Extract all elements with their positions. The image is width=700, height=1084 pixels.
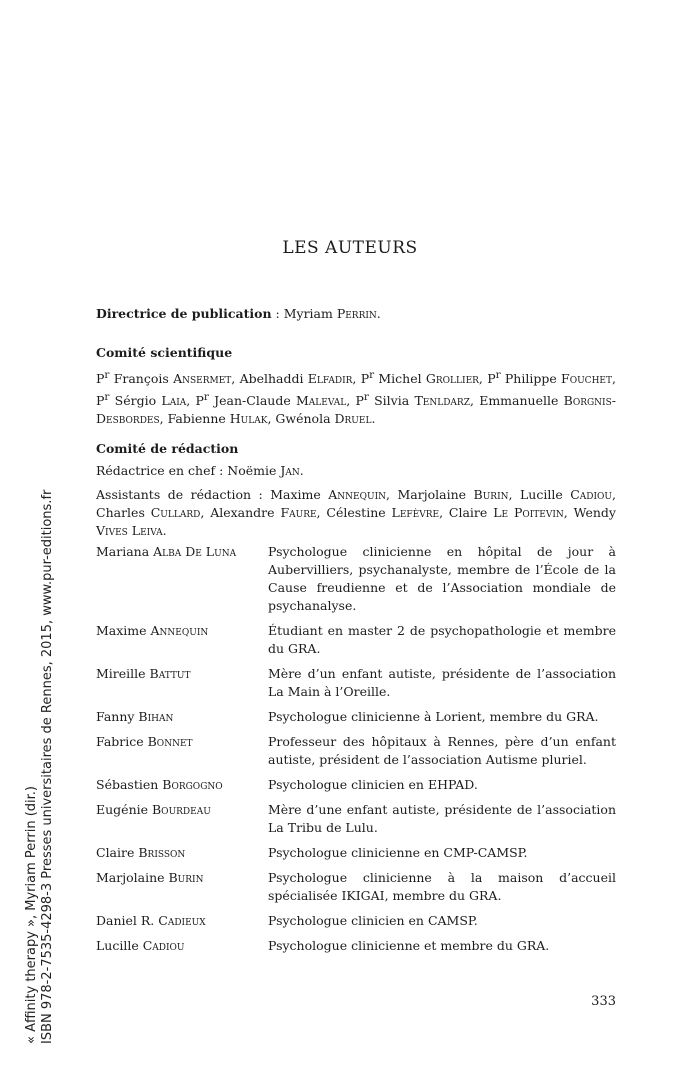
member-last-name: Druel <box>334 411 372 427</box>
author-first-name: Claire <box>96 845 139 860</box>
side-credit-line-2: ISBN 978-2-7535-4298-3 Presses universitaires de Rennes, 2015, www.pur-editions.fr <box>40 489 55 1044</box>
committee-member <box>168 411 276 426</box>
member-title-sup: r <box>363 391 369 404</box>
author-row <box>96 776 616 794</box>
page-title: LES AUTEURS <box>282 238 418 258</box>
author-first-name: Marjolaine <box>96 870 169 885</box>
author-description: Psychologue clinicien en CAMSP. <box>268 913 478 928</box>
committee-member <box>487 371 616 386</box>
assistant-last-name: Burin <box>473 487 509 502</box>
author-first-name: Mariana <box>96 544 154 559</box>
editor-in-chief-label: Rédactrice en chef : <box>96 463 228 478</box>
member-last-name: Hulak <box>229 411 268 427</box>
editorial-committee-heading: Comité de rédaction <box>96 441 239 456</box>
author-description: Mère d’une enfant autiste, présidente de l’association La Tribu de Lulu. <box>268 802 616 835</box>
author-last-name: Cadieux <box>158 913 206 928</box>
assistant <box>449 505 574 520</box>
author-description: Psychologue clinicienne à Lorient, membre du GRA. <box>268 709 599 724</box>
author-name <box>96 733 268 751</box>
assistant-last-name: Le Poitevin <box>493 505 564 520</box>
authors-list <box>96 543 616 955</box>
author-name <box>96 708 268 726</box>
assistant-last-name: Lefèvre <box>391 505 440 520</box>
member-separator: . <box>371 411 376 427</box>
author-last-name: Battut <box>149 666 191 681</box>
member-separator: , <box>346 393 356 409</box>
directrice-label: Directrice de publication <box>96 306 272 321</box>
member-last-name: Elfadir <box>307 371 353 387</box>
author-name <box>96 844 268 862</box>
assistant <box>270 487 397 502</box>
assistant-separator: . <box>162 523 167 538</box>
author-last-name: Cadiou <box>142 938 185 953</box>
assistant-last-name: Vives Leiva <box>96 523 163 538</box>
page-number: 333 <box>591 994 616 1009</box>
member-first-name: Michel <box>374 371 426 387</box>
author-name <box>96 622 268 640</box>
assistant-separator: , <box>563 505 574 520</box>
assistant-first-name: Marjolaine <box>397 487 474 502</box>
author-first-name: Eugénie <box>96 802 152 817</box>
author-first-name: Sébastien <box>96 777 163 792</box>
author-row <box>96 622 616 658</box>
assistant-separator: , <box>612 487 616 502</box>
author-last-name: Bonnet <box>147 734 193 749</box>
author-row <box>96 801 616 837</box>
author-last-name: Borgogno <box>162 777 223 792</box>
author-description: Psychologue clinicienne et membre du GRA. <box>268 938 550 953</box>
author-name <box>96 776 268 794</box>
author-row <box>96 869 616 905</box>
member-title-sup: r <box>495 369 501 381</box>
member-last-name: Ansermet <box>173 371 232 387</box>
assistant-separator: , <box>508 487 520 502</box>
author-first-name: Daniel R. <box>96 913 159 928</box>
editor-in-chief-end: . <box>299 463 304 478</box>
committee-member <box>96 393 195 408</box>
assistant-first-name: Wendy <box>573 505 616 520</box>
member-title: P <box>96 371 105 387</box>
committee-member <box>195 393 355 408</box>
assistant <box>326 505 449 520</box>
author-name <box>96 912 268 930</box>
member-separator: , <box>352 371 361 387</box>
author-description: Mère d’un enfant autiste, présidente de l’association La Main à l’Oreille. <box>268 666 616 699</box>
author-name <box>96 801 268 819</box>
author-last-name: Bourdeau <box>152 802 211 817</box>
member-separator: , <box>478 371 488 387</box>
assistant-separator: , <box>200 505 211 520</box>
member-title: P <box>355 393 364 409</box>
member-first-name: Sérgio <box>109 393 162 409</box>
assistant-last-name: Cullard <box>150 505 201 520</box>
assistant-first-name: Maxime <box>270 487 329 502</box>
author-row <box>96 937 616 955</box>
member-last-name: Borgnis-Desbordes <box>96 393 616 427</box>
author-row <box>96 665 616 701</box>
member-first-name: Jean-Claude <box>208 393 296 409</box>
assistant-last-name: Faure <box>280 505 317 520</box>
author-last-name: Bihan <box>138 709 174 724</box>
editorial-assistants <box>96 486 616 540</box>
author-first-name: Mireille <box>96 666 150 681</box>
scientific-committee-members <box>96 366 616 428</box>
author-name <box>96 869 268 887</box>
author-row <box>96 708 616 726</box>
author-description: Psychologue clinicien en EHPAD. <box>268 777 478 792</box>
member-first-name: François <box>109 371 174 387</box>
directrice-end: . <box>376 306 381 321</box>
editorial-committee-section <box>96 440 616 540</box>
author-first-name: Fabrice <box>96 734 148 749</box>
member-last-name: Tenldarz <box>414 393 470 409</box>
assistant <box>520 487 616 502</box>
directrice-section <box>96 305 616 323</box>
member-separator: , <box>267 411 276 427</box>
author-row <box>96 543 616 615</box>
author-last-name: Brisson <box>138 845 186 860</box>
directrice-last-name: Perrin <box>336 306 377 321</box>
scientific-committee-heading: Comité scientifique <box>96 345 233 360</box>
side-credit-line-1: « Affinity therapy », Myriam Perrin (dir.) <box>24 785 39 1044</box>
member-last-name: Laia <box>161 393 187 409</box>
committee-member <box>355 393 479 408</box>
editor-in-chief <box>96 462 616 480</box>
assistant <box>398 487 520 502</box>
editor-in-chief-last-name: Jan <box>280 463 300 478</box>
committee-member <box>275 411 375 426</box>
author-description: Étudiant en master 2 de psychopathologie et membre du GRA. <box>268 623 616 656</box>
committee-member <box>96 371 240 386</box>
author-description: Professeur des hôpitaux à Rennes, père d’un enfant autiste, président de l’association Autisme pluriel. <box>268 734 616 767</box>
assistant-first-name: Claire <box>448 505 494 520</box>
directrice-first-name: Myriam <box>283 306 337 321</box>
author-name <box>96 543 268 561</box>
assistant-first-name: Célestine <box>326 505 392 520</box>
author-row <box>96 912 616 930</box>
member-title: P <box>487 371 496 387</box>
member-title: P <box>360 371 370 387</box>
editor-in-chief-first-name: Noëmie <box>227 463 281 478</box>
member-first-name: Philippe <box>500 371 562 387</box>
author-description: Psychologue clinicienne en CMP-CAMSP. <box>268 845 528 860</box>
member-title-sup: r <box>104 369 110 381</box>
member-title-sup: r <box>369 369 375 381</box>
assistant-first-name: Charles <box>96 505 151 520</box>
member-first-name: Emmanuelle <box>479 393 564 409</box>
assistant-last-name: Cadiou <box>570 487 613 502</box>
committee-member <box>240 371 361 386</box>
author-name <box>96 665 268 683</box>
side-credit <box>24 484 56 1044</box>
assistant <box>96 505 210 520</box>
author-name <box>96 937 268 955</box>
member-title: P <box>96 393 105 409</box>
author-last-name: Alba De Luna <box>153 544 237 559</box>
editorial-assistants-label: Assistants de rédaction : <box>96 487 271 502</box>
author-description: Psychologue clinicienne en hôpital de jour à Aubervilliers, psychanalyste, membre de l’École de la Cause freudienne et de l’Association mondiale de psychanalyse. <box>268 544 616 613</box>
member-last-name: Fouchet <box>561 371 612 387</box>
assistant-separator: , <box>316 505 327 520</box>
author-description: Psychologue clinicienne à la maison d’accueil spécialisée IKIGAI, membre du GRA. <box>268 870 616 903</box>
assistant <box>210 505 326 520</box>
member-first-name: Fabienne <box>167 411 230 427</box>
member-separator: , <box>159 411 168 427</box>
assistant-first-name: Lucille <box>519 487 571 502</box>
author-first-name: Lucille <box>96 938 143 953</box>
scientific-committee-section <box>96 344 616 428</box>
member-title: P <box>195 393 204 409</box>
member-last-name: Grollier <box>425 371 479 387</box>
member-first-name: Abelhaddi <box>239 371 308 387</box>
author-first-name: Fanny <box>96 709 139 724</box>
author-last-name: Annequin <box>150 623 209 638</box>
assistant-separator: , <box>439 505 449 520</box>
author-first-name: Maxime <box>96 623 151 638</box>
member-separator: , <box>612 371 616 387</box>
member-separator: , <box>186 393 196 409</box>
member-first-name: Gwénola <box>275 411 335 427</box>
author-last-name: Burin <box>168 870 204 885</box>
committee-member <box>361 371 488 386</box>
member-separator: , <box>231 371 240 387</box>
assistant-separator: , <box>386 487 398 502</box>
directrice-separator: : <box>271 306 284 321</box>
assistant-last-name: Annequin <box>328 487 387 502</box>
assistant-first-name: Alexandre <box>210 505 281 520</box>
author-row <box>96 733 616 769</box>
member-title-sup: r <box>104 391 110 404</box>
member-separator: , <box>469 393 480 409</box>
member-last-name: Maleval <box>296 393 347 409</box>
member-title-sup: r <box>203 391 209 404</box>
member-first-name: Silvia <box>368 393 415 409</box>
author-row <box>96 844 616 862</box>
